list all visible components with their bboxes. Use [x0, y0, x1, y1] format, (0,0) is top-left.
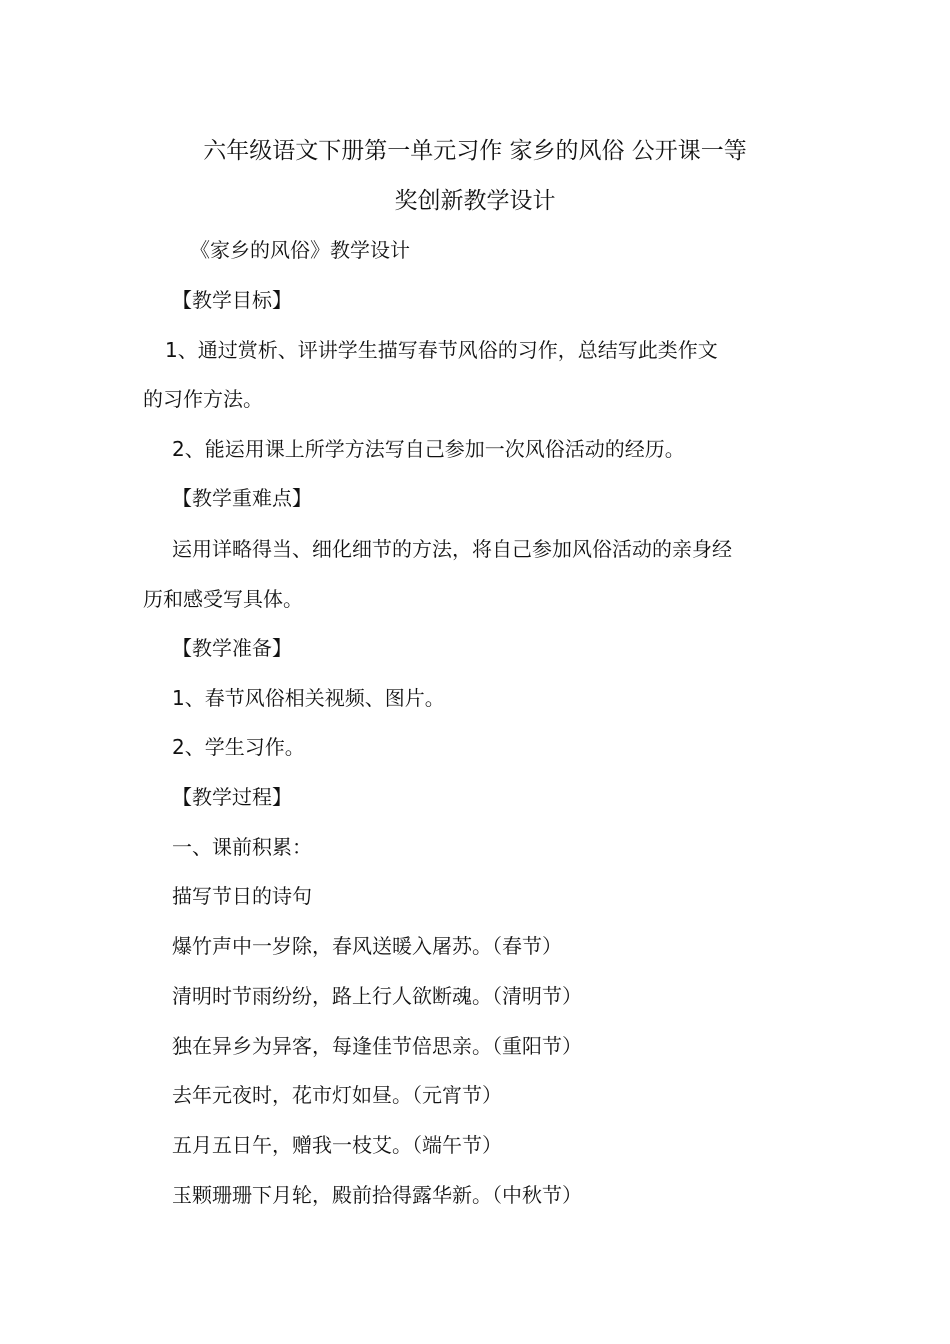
document-title-line-2: 奖创新教学设计	[394, 188, 556, 214]
document-subtitle: 《家乡的风俗》教学设计	[190, 238, 410, 262]
process-step-1: 一、课前积累：	[172, 835, 312, 859]
key-points-line-2: 历和感受写具体。	[143, 587, 303, 611]
poems-heading: 描写节日的诗句	[172, 884, 312, 908]
key-points-heading: 【教学重难点】	[172, 486, 312, 510]
process-heading: 【教学过程】	[172, 785, 292, 809]
poem-line: 爆竹声中一岁除，春风送暖入屠苏。（春节）	[172, 934, 562, 958]
goal-2: 2、能运用课上所学方法写自己参加一次风俗活动的经历。	[172, 437, 685, 461]
goal-1-line-1: 1、通过赏析、评讲学生描写春节风俗的习作，总结写此类作文	[165, 338, 718, 362]
key-points-line-1: 运用详略得当、细化细节的方法，将自己参加风俗活动的亲身经	[172, 537, 732, 561]
poem-line: 独在异乡为异客，每逢佳节倍思亲。（重阳节）	[172, 1034, 582, 1058]
poem-line: 清明时节雨纷纷，路上行人欲断魂。（清明节）	[172, 984, 582, 1008]
preparation-item-2: 2、学生习作。	[172, 735, 305, 759]
preparation-heading: 【教学准备】	[172, 636, 292, 660]
goals-heading: 【教学目标】	[172, 288, 292, 312]
document-title-line-1: 六年级语文下册第一单元习作 家乡的风俗 公开课一等	[203, 138, 747, 164]
poem-line: 五月五日午，赠我一枝艾。（端午节）	[172, 1133, 502, 1157]
poem-line: 玉颗珊珊下月轮，殿前拾得露华新。（中秋节）	[172, 1183, 582, 1207]
goal-1-line-2: 的习作方法。	[143, 387, 263, 411]
preparation-item-1: 1、春节风俗相关视频、图片。	[172, 686, 445, 710]
poem-line: 去年元夜时，花市灯如昼。（元宵节）	[172, 1083, 502, 1107]
